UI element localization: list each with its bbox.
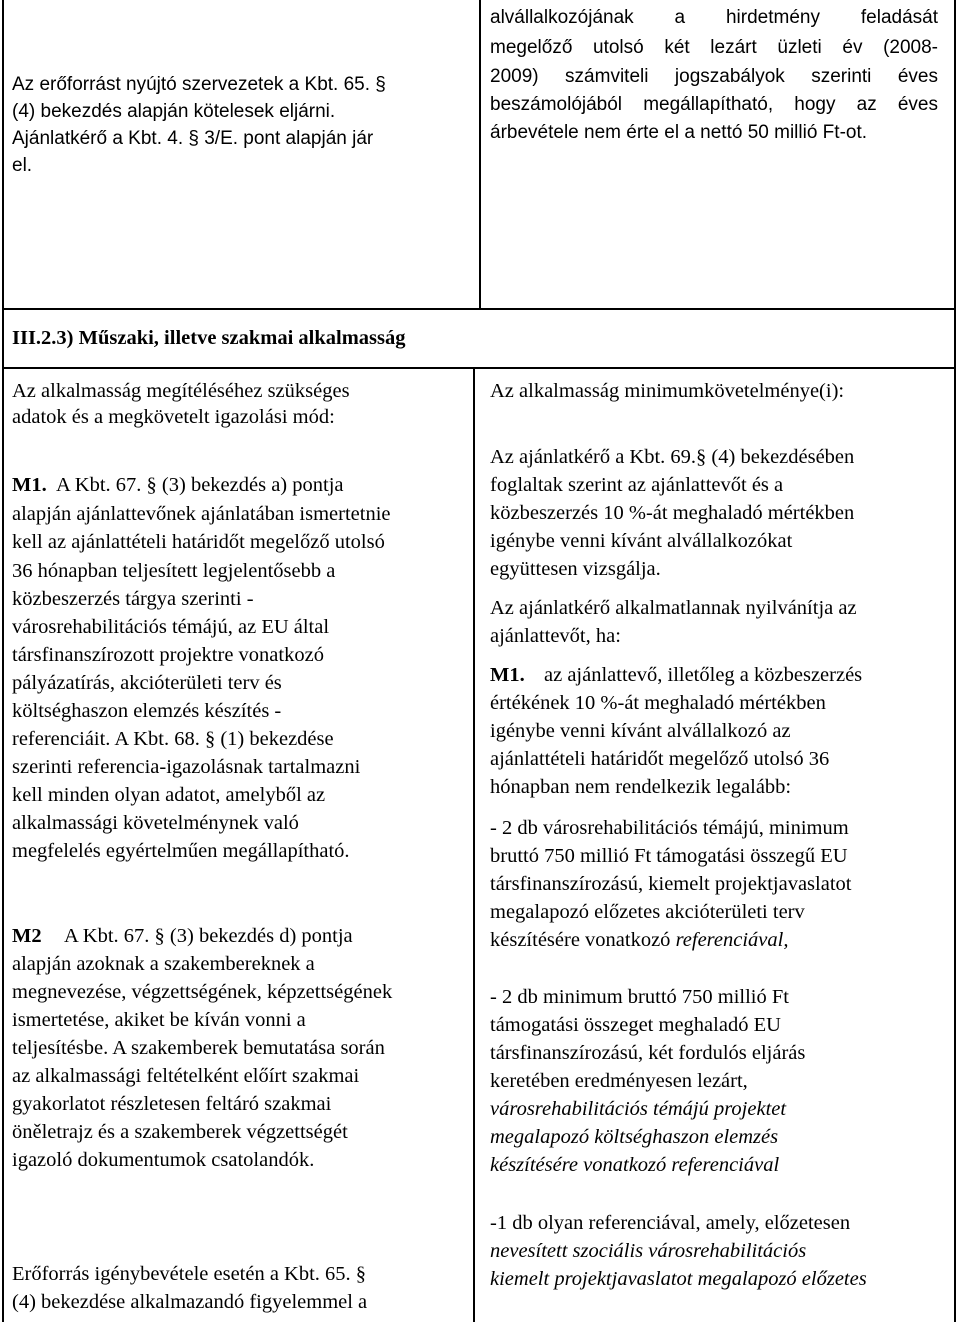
m1-line-5: közbeszerzés tárgya szerinti - <box>12 588 254 610</box>
right-m1-line-3: igénybe venni kívánt alvállalkozó az <box>490 720 791 742</box>
m2-line-7: gyakorlatot részletesen feltáró szakmai <box>12 1093 332 1115</box>
b1-line-1: - 2 db városrehabilitációs témájú, minimum <box>490 817 849 839</box>
right-m1-line-1: az ajánlattevő, illetőleg a közbeszerzés <box>544 664 863 686</box>
top-left-line-4: el. <box>12 155 33 176</box>
m1-line-14: megfelelés egyértelműen megállapítható. <box>12 840 350 862</box>
m2-line-2: alapján azoknak a szakembereknek a <box>12 953 315 975</box>
b1-line-2: bruttó 750 millió Ft támogatási összegű EU <box>490 845 848 867</box>
right-p1-line-5: együttesen vizsgálja. <box>490 558 661 580</box>
m2-line-4: ismertetése, akiket be kíván vonni a <box>12 1009 306 1031</box>
section-divider-bottom <box>2 367 956 369</box>
m1-line-7: társfinanszírozott projektre vonatkozó <box>12 644 324 666</box>
b1-line-4: megalapozó előzetes akcióterületi terv <box>490 901 805 923</box>
m1-line-3: kell az ajánlattételi határidőt megelőző utolsó <box>12 531 385 553</box>
m1-line-2: alapján ajánlattevőnek ajánlatában ismertetnie <box>12 503 391 525</box>
right-p1-line-3: közbeszerzés 10 %-át meghaladó mértékben <box>490 502 855 524</box>
left-footer-line-1: Erőforrás igénybevétele esetén a Kbt. 65. § <box>12 1263 367 1285</box>
m1-line-10: referenciáit. A Kbt. 68. § (1) bekezdése <box>12 728 334 750</box>
table-border-left <box>2 0 4 1322</box>
m2-line-1: A Kbt. 67. § (3) bekezdés d) pontja <box>64 925 353 947</box>
section-divider-top <box>2 308 956 310</box>
right-p1-line-4: igénybe venni kívánt alvállalkozókat <box>490 530 793 552</box>
b2-line-3: társfinanszírozású, két fordulós eljárás <box>490 1042 806 1064</box>
m1-label: M1. <box>12 474 47 496</box>
b2-line-2: támogatási összeget meghaladó EU <box>490 1014 781 1036</box>
right-p1-line-2: foglaltak szerint az ajánlattevőt és a <box>490 474 784 496</box>
right-m1-label: M1. <box>490 664 525 686</box>
right-p1-line-1: Az ajánlatkérő a Kbt. 69.§ (4) bekezdésében <box>490 446 855 468</box>
top-left-line-3: Ajánlatkérő a Kbt. 4. § 3/E. pont alapján jár <box>12 128 374 149</box>
top-right-line-1: alvállalkozójának a hirdetmény feladását <box>490 7 938 28</box>
right-p2-line-1: Az ajánlatkérő alkalmatlannak nyilvánítja az <box>490 597 857 619</box>
m2-line-3: megnevezése, végzettségének, képzettségének <box>12 981 393 1003</box>
lower-column-divider <box>473 367 475 1322</box>
m1-line-13: alkalmassági követelménynek való <box>12 812 299 834</box>
top-right-line-3: 2009) számviteli jogszabályok szerinti éves <box>490 66 938 87</box>
left-footer-line-2: (4) bekezdése alkalmazandó figyelemmel a <box>12 1291 368 1313</box>
top-right-line-2: megelőző utolsó két lezárt üzleti év (2008- <box>490 37 938 58</box>
top-column-divider <box>479 0 481 309</box>
b1-line-3: társfinanszírozású, kiemelt projektjavaslatot <box>490 873 852 895</box>
m2-line-6: az alkalmassági feltételként előírt szakmai <box>12 1065 360 1087</box>
right-m1-line-5: hónapban nem rendelkezik legalább: <box>490 776 792 798</box>
right-heading: Az alkalmasság minimumkövetelménye(i): <box>490 380 845 402</box>
right-p2-line-2: ajánlattevőt, ha: <box>490 625 621 647</box>
left-intro-line-1: Az alkalmasság megítéléséhez szükséges <box>12 380 350 402</box>
b3-line-1: -1 db olyan referenciával, amely, előzetesen <box>490 1212 851 1234</box>
m1-line-8: pályázatírás, akcióterületi terv és <box>12 672 282 694</box>
top-right-line-5: árbevétele nem érte el a nettó 50 millió Ft-ot. <box>490 122 868 143</box>
m2-line-8: öněletrajz és a szakemberek végzettségét <box>12 1121 348 1143</box>
m1-line-4: 36 hónapban teljesített legjelentősebb a <box>12 560 336 582</box>
m1-line-11: szerinti referencia-igazolásnak tartalmazni <box>12 756 361 778</box>
b2-italic-line-3: készítésére vonatkozó referenciával <box>490 1154 780 1176</box>
top-left-line-2: (4) bekezdés alapján kötelesek eljárni. <box>12 101 336 122</box>
top-right-line-4: beszámolójából megállapítható, hogy az éves <box>490 94 938 115</box>
right-m1-line-4: ajánlattételi határidőt megelőző utolsó 36 <box>490 748 830 770</box>
table-border-right <box>954 0 956 1322</box>
b3-italic-line-2: kiemelt projektjavaslatot megalapozó előzetes <box>490 1268 867 1290</box>
m2-label: M2 <box>12 925 42 947</box>
m1-line-12: kell minden olyan adatot, amelyből az <box>12 784 326 806</box>
b2-italic-line-2: megalapozó költséghaszon elemzés <box>490 1126 779 1148</box>
b3-italic-line-1: nevesített szociális városrehabilitációs <box>490 1240 807 1262</box>
m2-line-5: teljesítésbe. A szakemberek bemutatása során <box>12 1037 385 1059</box>
b2-line-1: - 2 db minimum bruttó 750 millió Ft <box>490 986 789 1008</box>
b1-line-5 <box>490 929 788 952</box>
m2-line-9: igazoló dokumentumok csatolandók. <box>12 1149 315 1171</box>
b1-line-5-italic: referenciával, <box>675 929 789 951</box>
top-left-line-1: Az erőforrást nyújtó szervezetek a Kbt. 65. § <box>12 74 386 95</box>
b2-line-4: keretében eredményesen lezárt, <box>490 1070 748 1092</box>
m1-line-6: városrehabilitációs témájú, az EU által <box>12 616 330 638</box>
section-heading: III.2.3) Műszaki, illetve szakmai alkalmasság <box>12 327 406 349</box>
b2-italic-line-1: városrehabilitációs témájú projektet <box>490 1098 787 1120</box>
m1-line-9: költséghaszon elemzés készítés - <box>12 700 282 722</box>
m1-line-1: A Kbt. 67. § (3) bekezdés a) pontja <box>56 474 344 496</box>
right-m1-line-2: értékének 10 %-át meghaladó mértékben <box>490 692 826 714</box>
left-intro-line-2: adatok és a megkövetelt igazolási mód: <box>12 406 335 428</box>
b1-line-5-normal: készítésére vonatkozó <box>490 929 676 951</box>
